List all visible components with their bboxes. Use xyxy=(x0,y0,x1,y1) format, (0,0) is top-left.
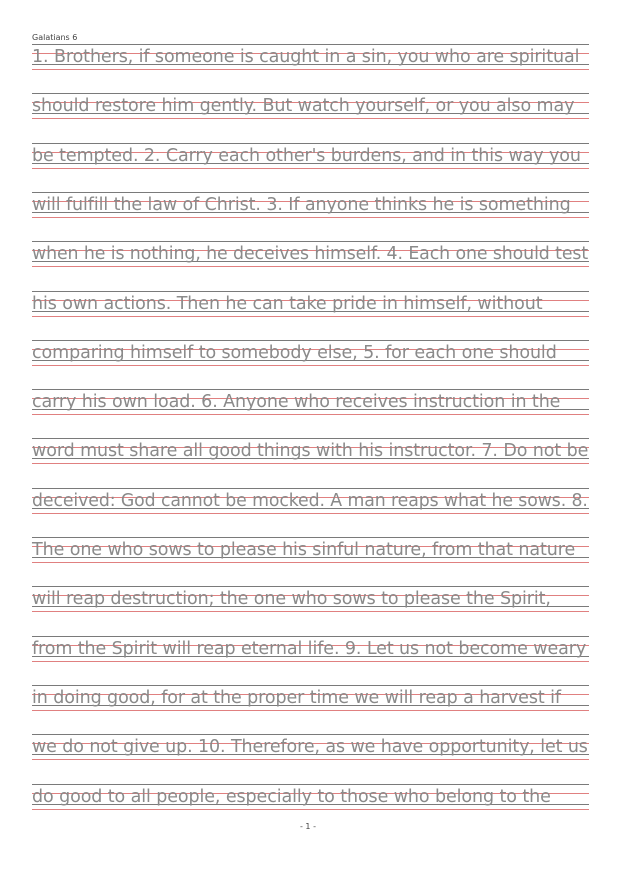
writing-row xyxy=(32,241,589,282)
writing-row xyxy=(32,636,589,677)
trace-text: will reap destruction; the one who sows to please the Spirit, xyxy=(32,589,551,610)
descender-line xyxy=(32,463,589,464)
trace-text: from the Spirit will reap eternal life. 9. Let us not become weary xyxy=(32,638,587,659)
trace-text: be tempted. 2. Carry each other's burdens, and in this way you xyxy=(32,145,581,166)
trace-text: carry his own load. 6. Anyone who receives instruction in the xyxy=(32,392,561,413)
writing-row xyxy=(32,586,589,627)
writing-row xyxy=(32,389,589,430)
writing-row xyxy=(32,685,589,726)
trace-text: when he is nothing, he deceives himself. 4. Each one should test xyxy=(32,244,589,265)
ascender-line xyxy=(32,685,589,686)
ascender-line xyxy=(32,784,589,785)
descender-line xyxy=(32,168,589,169)
ascender-line xyxy=(32,291,589,292)
ascender-line xyxy=(32,438,589,439)
writing-row xyxy=(32,734,589,775)
trace-text: 1. Brothers, if someone is caught in a sin, you who are spiritual xyxy=(32,47,580,67)
descender-line xyxy=(32,217,589,218)
trace-text: comparing himself to somebody else, 5. for each one should xyxy=(32,342,557,363)
descender-line xyxy=(32,809,589,810)
ascender-line xyxy=(32,143,589,144)
handwriting-lines xyxy=(32,0,589,883)
ascender-line xyxy=(32,241,589,242)
trace-text: word must share all good things with his instructor. 7. Do not be xyxy=(32,441,589,462)
writing-row xyxy=(32,291,589,332)
ascender-line xyxy=(32,734,589,735)
descender-line xyxy=(32,710,589,711)
trace-text: his own actions. Then he can take pride in himself, without xyxy=(32,293,543,314)
writing-row xyxy=(32,143,589,184)
ascender-line xyxy=(32,389,589,390)
descender-line xyxy=(32,414,589,415)
writing-row xyxy=(32,438,589,479)
trace-text: do good to all people, especially to those who belong to the xyxy=(32,786,551,807)
ascender-line xyxy=(32,586,589,587)
trace-text: should restore him gently. But watch yourself, or you also may xyxy=(32,96,575,117)
descender-line xyxy=(32,69,589,70)
trace-text: in doing good, for at the proper time we will reap a harvest if xyxy=(32,687,561,708)
descender-line xyxy=(32,562,589,563)
writing-row xyxy=(32,340,589,381)
writing-row xyxy=(32,488,589,529)
descender-line xyxy=(32,513,589,514)
writing-row xyxy=(32,93,589,134)
trace-text: we do not give up. 10. Therefore, as we have opportunity, let us xyxy=(32,737,588,758)
descender-line xyxy=(32,365,589,366)
writing-row xyxy=(32,537,589,578)
descender-line xyxy=(32,611,589,612)
descender-line xyxy=(32,316,589,317)
descender-line xyxy=(32,759,589,760)
writing-row xyxy=(32,192,589,233)
writing-row xyxy=(32,44,589,85)
ascender-line xyxy=(32,537,589,538)
ascender-line xyxy=(32,93,589,94)
page-number: - 1 - xyxy=(300,822,316,831)
page-header: Galatians 6 xyxy=(32,33,78,42)
trace-text: will fulfill the law of Christ. 3. If anyone thinks he is something xyxy=(32,194,571,215)
ascender-line xyxy=(32,44,589,45)
ascender-line xyxy=(32,192,589,193)
writing-row xyxy=(32,784,589,825)
descender-line xyxy=(32,266,589,267)
trace-text: The one who sows to please his sinful nature, from that nature xyxy=(32,540,576,560)
descender-line xyxy=(32,118,589,119)
trace-text: deceived: God cannot be mocked. A man reaps what he sows. 8. xyxy=(32,490,588,511)
ascender-line xyxy=(32,636,589,637)
ascender-line xyxy=(32,488,589,489)
descender-line xyxy=(32,661,589,662)
ascender-line xyxy=(32,340,589,341)
